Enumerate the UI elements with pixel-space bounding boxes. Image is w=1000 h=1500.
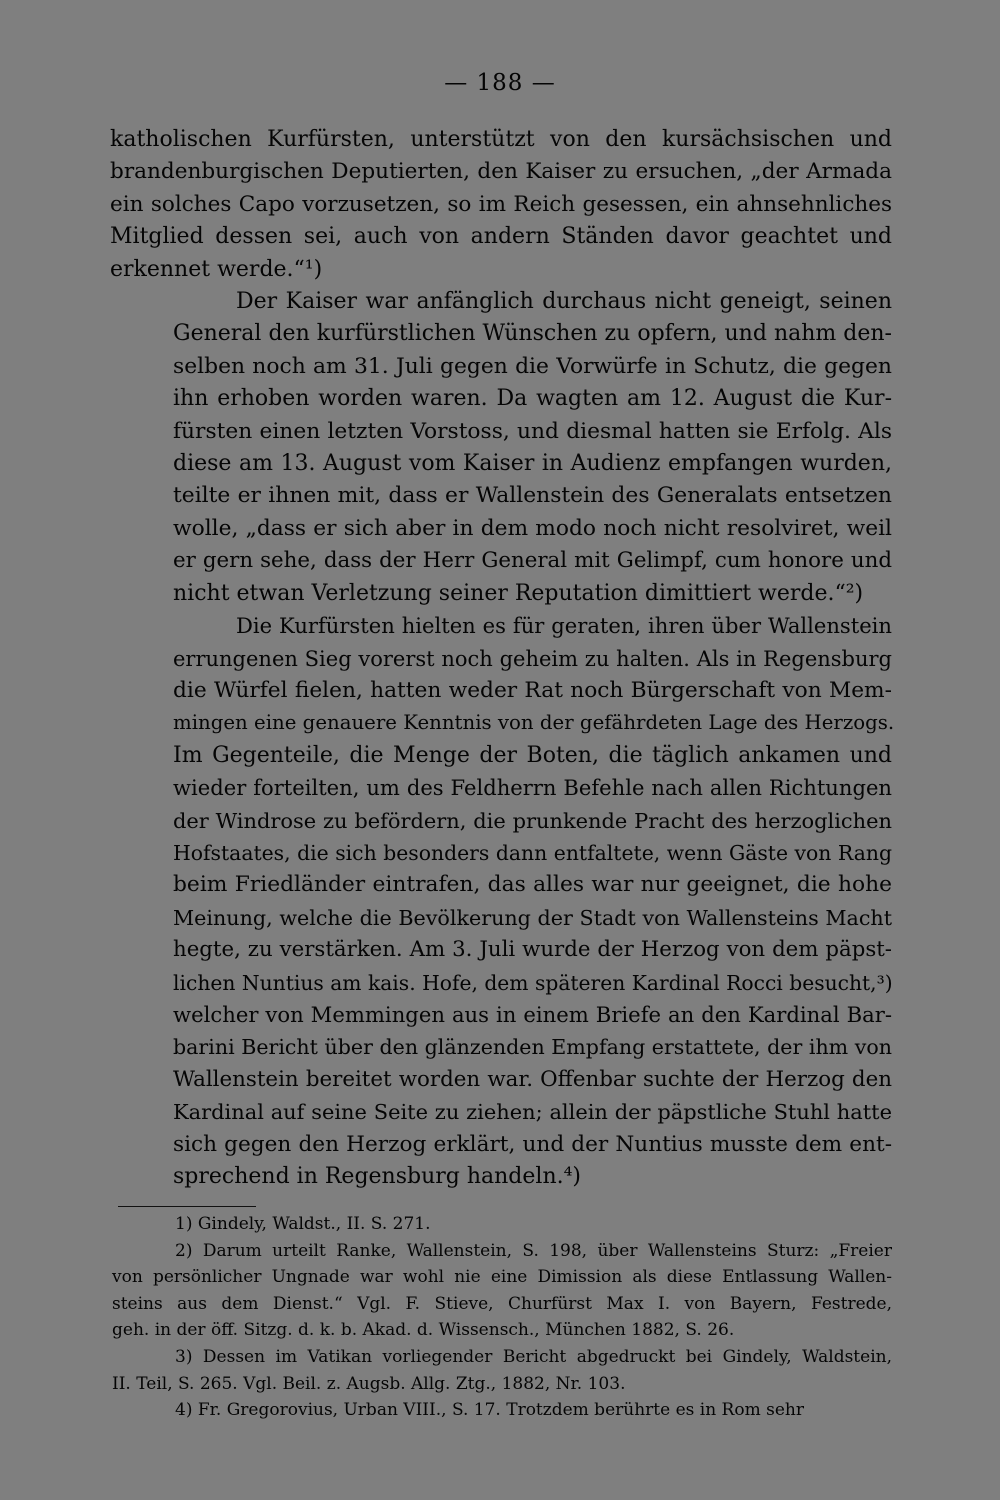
body-paragraph bbox=[110, 286, 892, 610]
text-line: Die Kurfürsten hielten es für geraten, ihren über Wallenstein bbox=[236, 613, 892, 639]
text-line: mingen eine genauere Kenntnis von der gefährdeten Lage des Herzogs. bbox=[173, 711, 895, 735]
footnotes bbox=[112, 1211, 892, 1424]
text-line: ein solches Capo vorzusetzen, so im Reich gesessen, ein ahnsehnliches bbox=[110, 191, 892, 217]
footnote-line: 1) Gindely, Waldst., II. S. 271. bbox=[175, 1214, 431, 1234]
text-line: Wallenstein bereitet worden war. Offenbar suchte der Herzog den bbox=[173, 1066, 892, 1092]
footnote bbox=[112, 1238, 892, 1344]
text-line: brandenburgischen Deputierten, den Kaiser zu ersuchen, „der Armada bbox=[110, 159, 892, 185]
footnote-line: II. Teil, S. 265. Vgl. Beil. z. Augsb. Allg. Ztg., 1882, Nr. 103. bbox=[112, 1373, 626, 1394]
text-line: sich gegen den Herzog erklärt, und der Nuntius musste dem ent- bbox=[173, 1131, 892, 1157]
text-line: beim Friedländer eintrafen, das alles war nur geeignet, die hohe bbox=[173, 872, 892, 898]
text-line: Meinung, welche die Bevölkerung der Stadt von Wallensteins Macht bbox=[173, 905, 892, 930]
text-line: wolle, „dass er sich aber in dem modo noch nicht resolviret, weil bbox=[173, 515, 892, 541]
body-paragraph bbox=[110, 124, 892, 286]
text-line: Der Kaiser war anfänglich durchaus nicht geneigt, seinen bbox=[236, 289, 892, 315]
text-line: fürsten einen letzten Vorstoss, und diesmal hatten sie Erfolg. Als bbox=[173, 418, 892, 444]
text-line: welcher von Memmingen aus in einem Briefe an den Kardinal Bar- bbox=[173, 1001, 892, 1027]
footnote-line: geh. in der öff. Sitzg. d. k. b. Akad. d. Wissensch., München 1882, S. 26. bbox=[112, 1320, 735, 1341]
footnote-line: steins aus dem Dienst.“ Vgl. F. Stieve, Churfürst Max I. von Bayern, Festrede, bbox=[112, 1293, 892, 1314]
text-line: sprechend in Regensburg handeln.⁴) bbox=[173, 1164, 582, 1189]
footnote bbox=[112, 1211, 892, 1238]
text-line: ihn erhoben worden waren. Da wagten am 12. August die Kur- bbox=[173, 386, 892, 412]
footnote-line: von persönlicher Ungnade war wohl nie eine Dimission als diese Entlassung Wallen- bbox=[112, 1267, 892, 1288]
text-line: erkennet werde.“¹) bbox=[110, 256, 323, 282]
text-line: errungenen Sieg vorerst noch geheim zu halten. Als in Regensburg bbox=[173, 646, 892, 671]
text-line: er gern sehe, dass der Herr General mit Gelimpf, cum honore und bbox=[173, 548, 892, 574]
page-number: — 188 — bbox=[444, 70, 556, 96]
text-line: die Würfel fielen, hatten weder Rat noch Bürgerschaft von Mem- bbox=[173, 677, 892, 703]
text-line: nicht etwan Verletzung seiner Reputation dimittiert werde.“²) bbox=[173, 580, 864, 606]
text-line: Hofstaates, die sich besonders dann entfaltete, wenn Gäste von Rang bbox=[173, 840, 892, 865]
footnote-separator bbox=[118, 1206, 256, 1207]
text-line: lichen Nuntius am kais. Hofe, dem späteren Kardinal Rocci besucht,³) bbox=[173, 970, 893, 995]
text-line: General den kurfürstlichen Wünschen zu opfern, und nahm den- bbox=[173, 321, 892, 347]
footnote bbox=[112, 1344, 892, 1397]
text-line: diese am 13. August vom Kaiser in Audienz empfangen wurden, bbox=[173, 451, 892, 477]
text-line: Im Gegenteile, die Menge der Boten, die täglich ankamen und bbox=[173, 742, 892, 768]
footnote-line: 4) Fr. Gregorovius, Urban VIII., S. 17. Trotzdem berührte es in Rom sehr bbox=[175, 1400, 804, 1421]
text-line: barini Bericht über den glänzenden Empfang erstattete, der ihm von bbox=[173, 1035, 892, 1060]
text-line: katholischen Kurfürsten, unterstützt von den kursächsischen und bbox=[110, 127, 892, 152]
footnote-line: 2) Darum urteilt Ranke, Wallenstein, S. 198, über Wallensteins Sturz: „Freier bbox=[175, 1240, 892, 1261]
text-line: der Windrose zu befördern, die prunkende Pracht des herzoglichen bbox=[173, 808, 892, 833]
footnote-line: 3) Dessen im Vatikan vorliegender Bericht abgedruckt bei Gindely, Waldstein, bbox=[175, 1346, 892, 1367]
footnote bbox=[112, 1397, 892, 1424]
text-line: wieder forteilten, um des Feldherrn Befehle nach allen Richtungen bbox=[173, 775, 892, 801]
text-line: Mitglied dessen sei, auch von andern Ständen davor geachtet und bbox=[110, 224, 892, 250]
body-text bbox=[110, 124, 895, 1193]
body-paragraph bbox=[110, 610, 895, 1193]
text-line: selben noch am 31. Juli gegen die Vorwürfe in Schutz, die gegen bbox=[173, 353, 892, 379]
text-line: teilte er ihnen mit, dass er Wallenstein des Generalats entsetzen bbox=[173, 483, 892, 509]
text-line: Kardinal auf seine Seite zu ziehen; allein der päpstliche Stuhl hatte bbox=[173, 1100, 892, 1125]
text-line: hegte, zu verstärken. Am 3. Juli wurde der Herzog von dem päpst- bbox=[173, 937, 892, 963]
